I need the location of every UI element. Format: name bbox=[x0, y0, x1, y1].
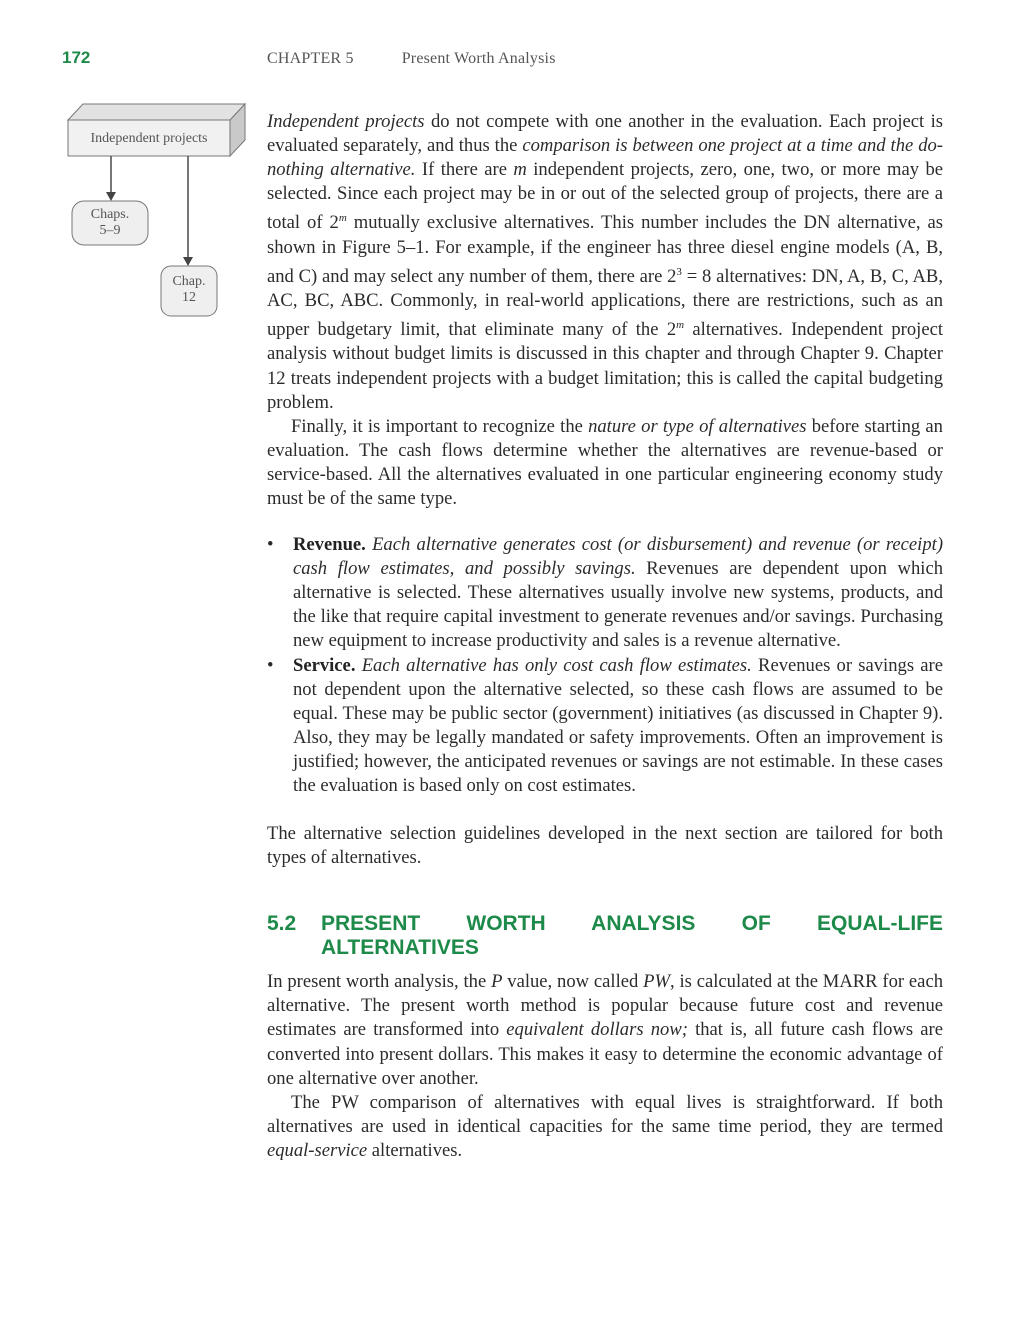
bullet-term: Service. bbox=[293, 654, 356, 676]
paragraph: Independent projects do not compete with one another in the evaluation. Each project is evaluated separately, and thus the comparison is between one project at a time and the do-nothing alternative. If there are m independent projects, zero, one, two, or more may be selected. Since each project may be in or out of the selected group of projects, there are a total of 2$^m$ mutually exclusive alternatives. This number includes the DN alternative, as shown in Figure 5–1. For example, if the engineer has three diesel engine models (A, B, and C) and may select any number of them, there are $2^3 = 8$ alternatives: DN, A, B, C, AB, AC, BC, ABC. Commonly, in real-world applications, there are restrictions, such as an upper budgetary limit, that eliminate many of the 2$^m$ alternatives. Independent project analysis without budget limits is discussed in this chapter and through Chapter 9. Chapter 12 treats independent projects with a budget limitation; this is called the capital budgeting problem. bbox=[267, 111, 943, 413]
paragraph: The PW comparison of alternatives with equal lives is straightforward. If both alternatives are used in identical capacities for the same time period, they are termed equal-service alternatives. bbox=[267, 1091, 943, 1161]
alternative-types-list bbox=[267, 533, 943, 798]
section-heading bbox=[267, 912, 943, 960]
independent-projects-label: Independent projects bbox=[90, 131, 208, 146]
chap-node: Chap. 12 bbox=[172, 274, 206, 305]
paragraph: In present worth analysis, the P value, now called PW, is calculated at the MARR for each alternative. The present worth method is popular because future cost and revenue estimates are transformed into equivalent dollars now; that is, all future cash flows are converted into present dollars. This makes it easy to determine the economic advantage of one alternative over another. bbox=[267, 971, 943, 1089]
bullet-term: Revenue. bbox=[293, 534, 366, 556]
chapter-label: CHAPTER 5 bbox=[267, 50, 354, 67]
paragraph: Finally, it is important to recognize the nature or type of alternatives before starting an evaluation. The cash flows determine whether the alternatives are revenue-based or service-based. All the alternatives evaluated in one particular engineering economy study must be of the same type. bbox=[267, 415, 943, 509]
running-head bbox=[267, 50, 556, 68]
paragraph: The alternative selection guidelines developed in the next section are tailored for both types of alternatives. bbox=[267, 823, 943, 869]
chaps-node: Chaps. 5–9 bbox=[90, 207, 130, 238]
independent-projects-diagram bbox=[58, 100, 258, 330]
chapter-title: Present Worth Analysis bbox=[401, 50, 556, 67]
body-text bbox=[267, 110, 943, 1163]
section-number: 5.2 bbox=[267, 912, 297, 936]
page-number: 172 bbox=[62, 48, 91, 67]
list-item: • Service. Each alternative has only cost cash flow estimates. Revenues or savings are not dependent upon the alternative selected, so these cash flows are assumed to be equal. These may be public sector (government) initiatives (as discussed in Chapter 9). Also, they may be legally mandated or safety improvements. Often an improvement is justified; however, the anticipated revenues or savings are not estimable. In these cases the evaluation is based only on cost estimates. bbox=[267, 654, 943, 799]
list-item: • Revenue. Each alternative generates cost (or disbursement) and revenue (or receipt) cash flow estimates, and possibly savings. Revenues are dependent upon which alternative is selected. These alternatives usually involve new systems, products, and the like that require capital investment to generate revenues and/or savings. Purchasing new equipment to increase productivity and sales is a revenue alternative. bbox=[267, 533, 943, 653]
section-title: PRESENT WORTH ANALYSIS OF EQUAL-LIFE ALTERNATIVES bbox=[321, 912, 943, 960]
